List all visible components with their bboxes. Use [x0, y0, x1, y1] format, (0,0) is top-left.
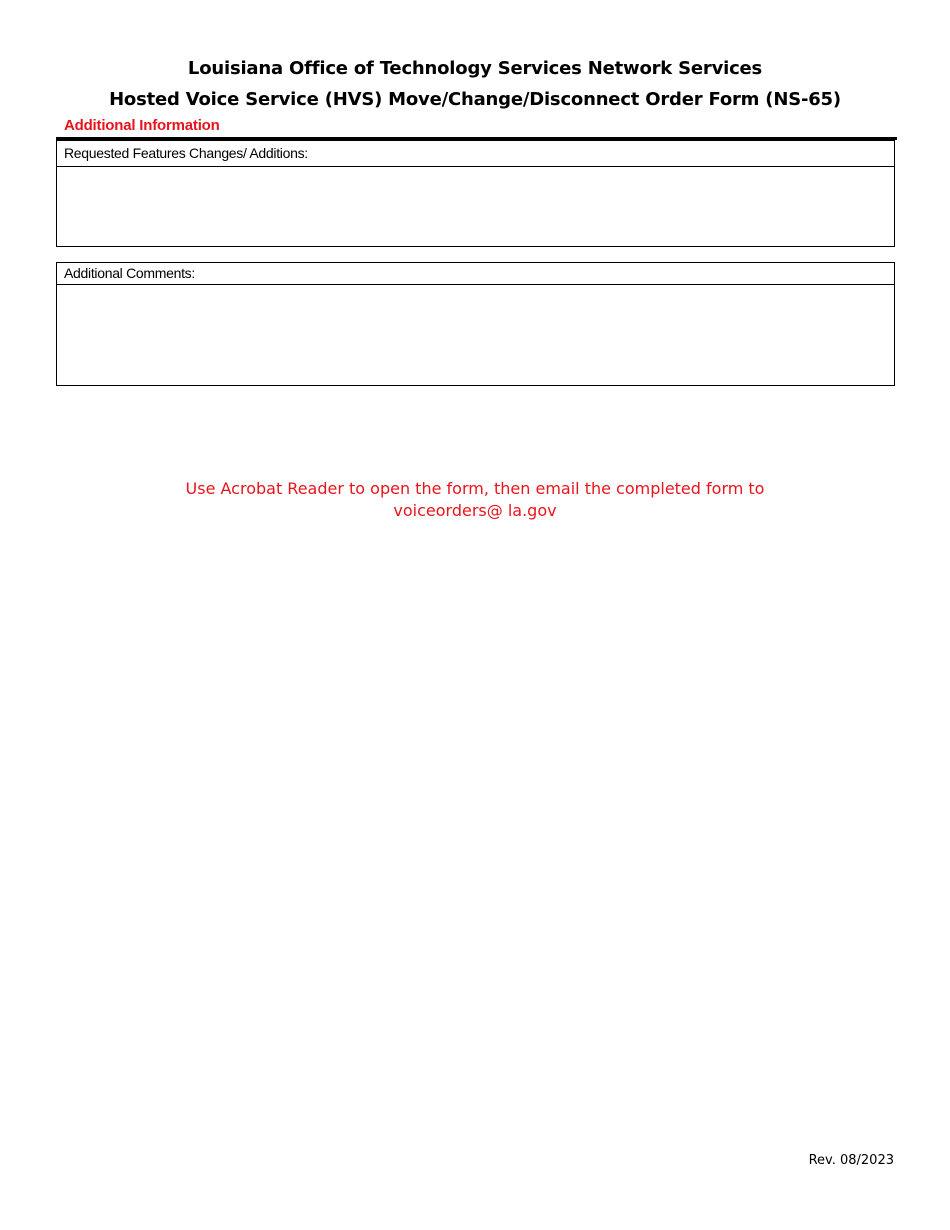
revision-date: Rev. 08/2023 [808, 1153, 894, 1168]
requested-features-field-group [56, 140, 895, 247]
instruction-email: voiceorders@ la.gov [393, 501, 557, 520]
additional-comments-input[interactable] [57, 285, 894, 385]
form-title-name: Hosted Voice Service (HVS) Move/Change/Disconnect Order Form (NS-65) [109, 89, 841, 110]
additional-comments-label: Additional Comments: [57, 263, 894, 285]
section-heading-additional-information: Additional Information [64, 117, 220, 134]
additional-comments-field-group [56, 262, 895, 386]
instruction-text: Use Acrobat Reader to open the form, then email the completed form to [185, 479, 765, 498]
requested-features-input[interactable] [57, 167, 894, 246]
form-title-organization: Louisiana Office of Technology Services Network Services [187, 58, 763, 79]
requested-features-label: Requested Features Changes/ Additions: [57, 141, 894, 167]
